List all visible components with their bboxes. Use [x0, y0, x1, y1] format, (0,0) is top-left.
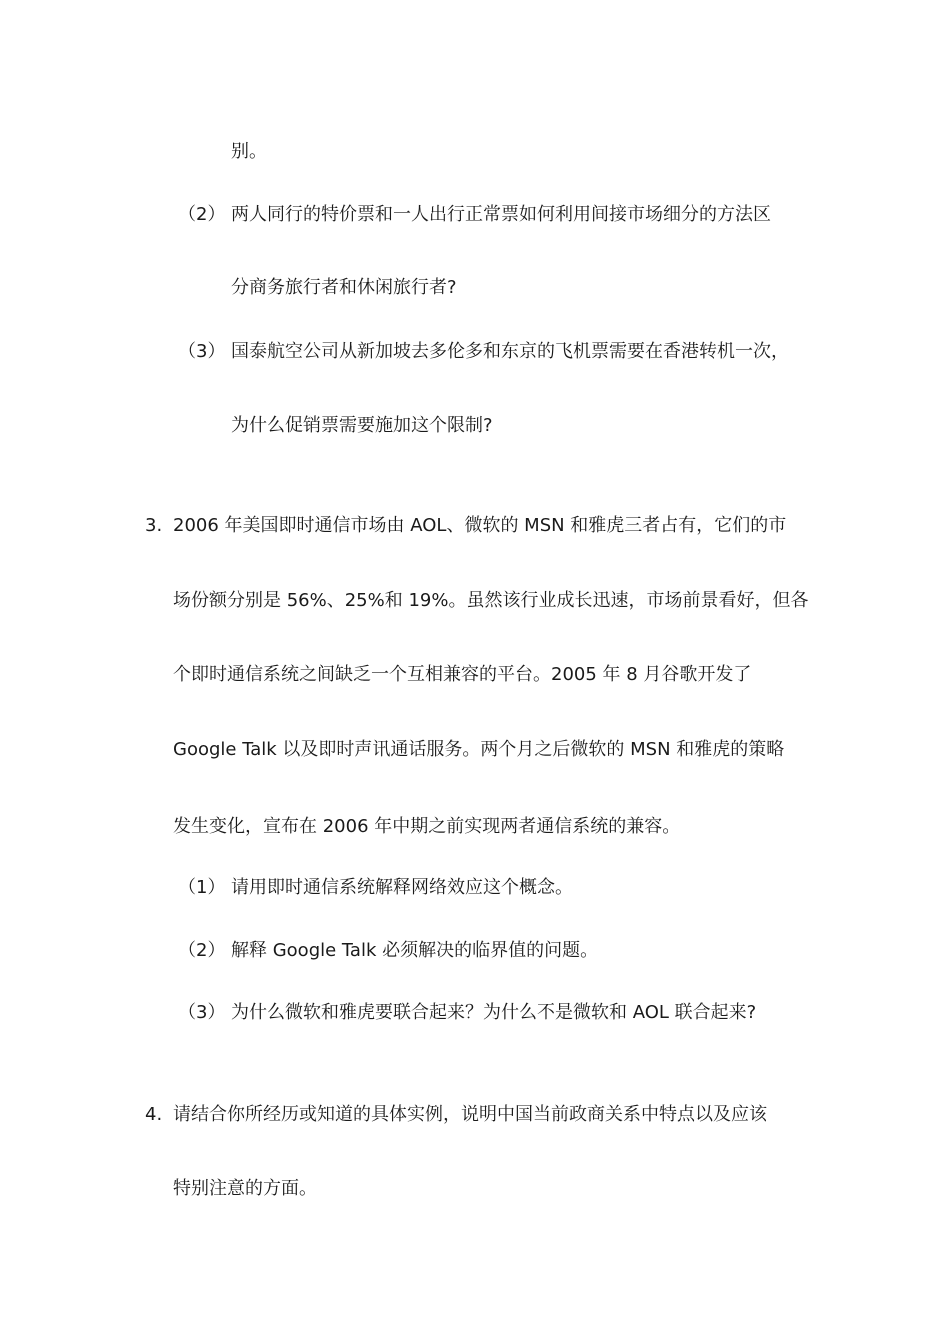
- q3-line-5: 发生变化，宣布在 2006 年中期之前实现两者通信系统的兼容。: [173, 816, 681, 837]
- q2-sub3-line-1: 国泰航空公司从新加坡去多伦多和东京的飞机票需要在香港转机一次，: [231, 341, 789, 362]
- q3-number: 3.: [145, 515, 163, 536]
- q3-sub3-number: （3）: [178, 1002, 226, 1023]
- q3-sub2-text: 解释 Google Talk 必须解决的临界值的问题。: [231, 940, 599, 961]
- q2-continuation-line: 别。: [231, 141, 267, 162]
- q2-sub3-number: （3）: [178, 341, 226, 362]
- q2-sub2-line-1: 两人同行的特价票和一人出行正常票如何利用间接市场细分的方法区: [231, 204, 771, 225]
- q2-sub2-number: （2）: [178, 204, 226, 225]
- q3-line-2: 场份额分别是 56%、25%和 19%。虽然该行业成长迅速，市场前景看好，但各: [173, 590, 809, 611]
- q4-line-1: 请结合你所经历或知道的具体实例，说明中国当前政商关系中特点以及应该: [173, 1104, 767, 1125]
- q2-sub3-line-2: 为什么促销票需要施加这个限制?: [231, 415, 493, 436]
- q3-sub2-number: （2）: [178, 940, 226, 961]
- q4-number: 4.: [145, 1104, 163, 1125]
- q4-line-2: 特别注意的方面。: [173, 1178, 317, 1199]
- q2-sub2-line-2: 分商务旅行者和休闲旅行者?: [231, 277, 457, 298]
- q3-line-4: Google Talk 以及即时声讯通话服务。两个月之后微软的 MSN 和雅虎的策略: [173, 739, 785, 760]
- q3-line-3: 个即时通信系统之间缺乏一个互相兼容的平台。2005 年 8 月谷歌开发了: [173, 664, 752, 685]
- q3-sub1-text: 请用即时通信系统解释网络效应这个概念。: [231, 877, 573, 898]
- q3-line-1: 2006 年美国即时通信市场由 AOL、微软的 MSN 和雅虎三者占有，它们的市: [173, 515, 787, 536]
- q3-sub3-text: 为什么微软和雅虎要联合起来？为什么不是微软和 AOL 联合起来?: [231, 1002, 757, 1023]
- q3-sub1-number: （1）: [178, 877, 226, 898]
